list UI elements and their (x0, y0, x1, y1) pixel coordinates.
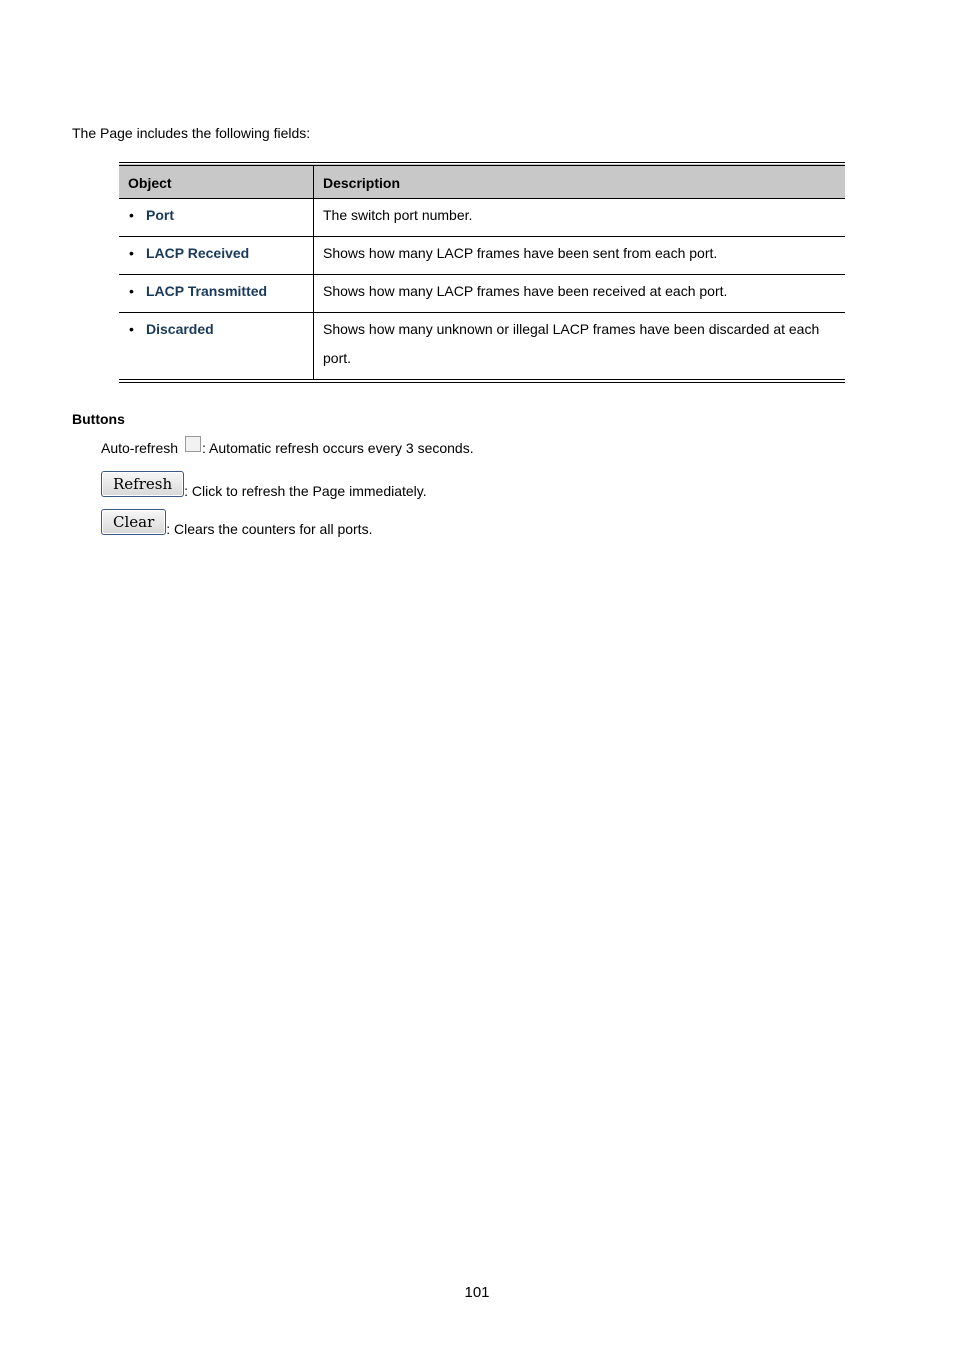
auto-refresh-checkbox[interactable] (185, 436, 201, 452)
page-number: 101 (464, 1284, 490, 1301)
auto-refresh-line (101, 440, 474, 456)
bullet-icon: • (129, 207, 134, 223)
object-name: LACP Received (146, 245, 250, 261)
refresh-desc: : Click to refresh the Page immediately. (184, 483, 427, 499)
description-cell: The switch port number. (314, 199, 846, 237)
object-name: LACP Transmitted (146, 283, 268, 299)
clear-line (101, 513, 373, 542)
auto-refresh-label: Auto-refresh (101, 440, 179, 456)
bullet-icon: • (129, 245, 134, 261)
header-object: Object (119, 164, 314, 199)
object-cell (119, 313, 314, 382)
table-row (119, 313, 845, 382)
buttons-section-title: Buttons (72, 411, 125, 427)
clear-desc: : Clears the counters for all ports. (166, 521, 373, 537)
object-cell (119, 275, 314, 313)
intro-text: The Page includes the following fields: (72, 125, 311, 141)
bullet-icon: • (129, 283, 134, 299)
description-cell: Shows how many LACP frames have been received at each port. (314, 275, 846, 313)
auto-refresh-desc: : Automatic refresh occurs every 3 seconds. (202, 440, 474, 456)
description-cell: Shows how many LACP frames have been sent from each port. (314, 237, 846, 275)
table-row (119, 199, 845, 237)
table-header-row (119, 164, 845, 199)
refresh-line (101, 475, 427, 504)
refresh-button[interactable]: Refresh (101, 471, 184, 497)
header-description: Description (314, 164, 846, 199)
fields-table (119, 162, 845, 383)
object-cell (119, 199, 314, 237)
description-cell: Shows how many unknown or illegal LACP frames have been discarded at each port. (314, 313, 846, 382)
clear-button[interactable]: Clear (101, 509, 166, 535)
bullet-icon: • (129, 321, 134, 337)
table-row (119, 237, 845, 275)
table-row (119, 275, 845, 313)
object-cell (119, 237, 314, 275)
object-name: Discarded (146, 321, 214, 337)
object-name: Port (146, 207, 174, 223)
